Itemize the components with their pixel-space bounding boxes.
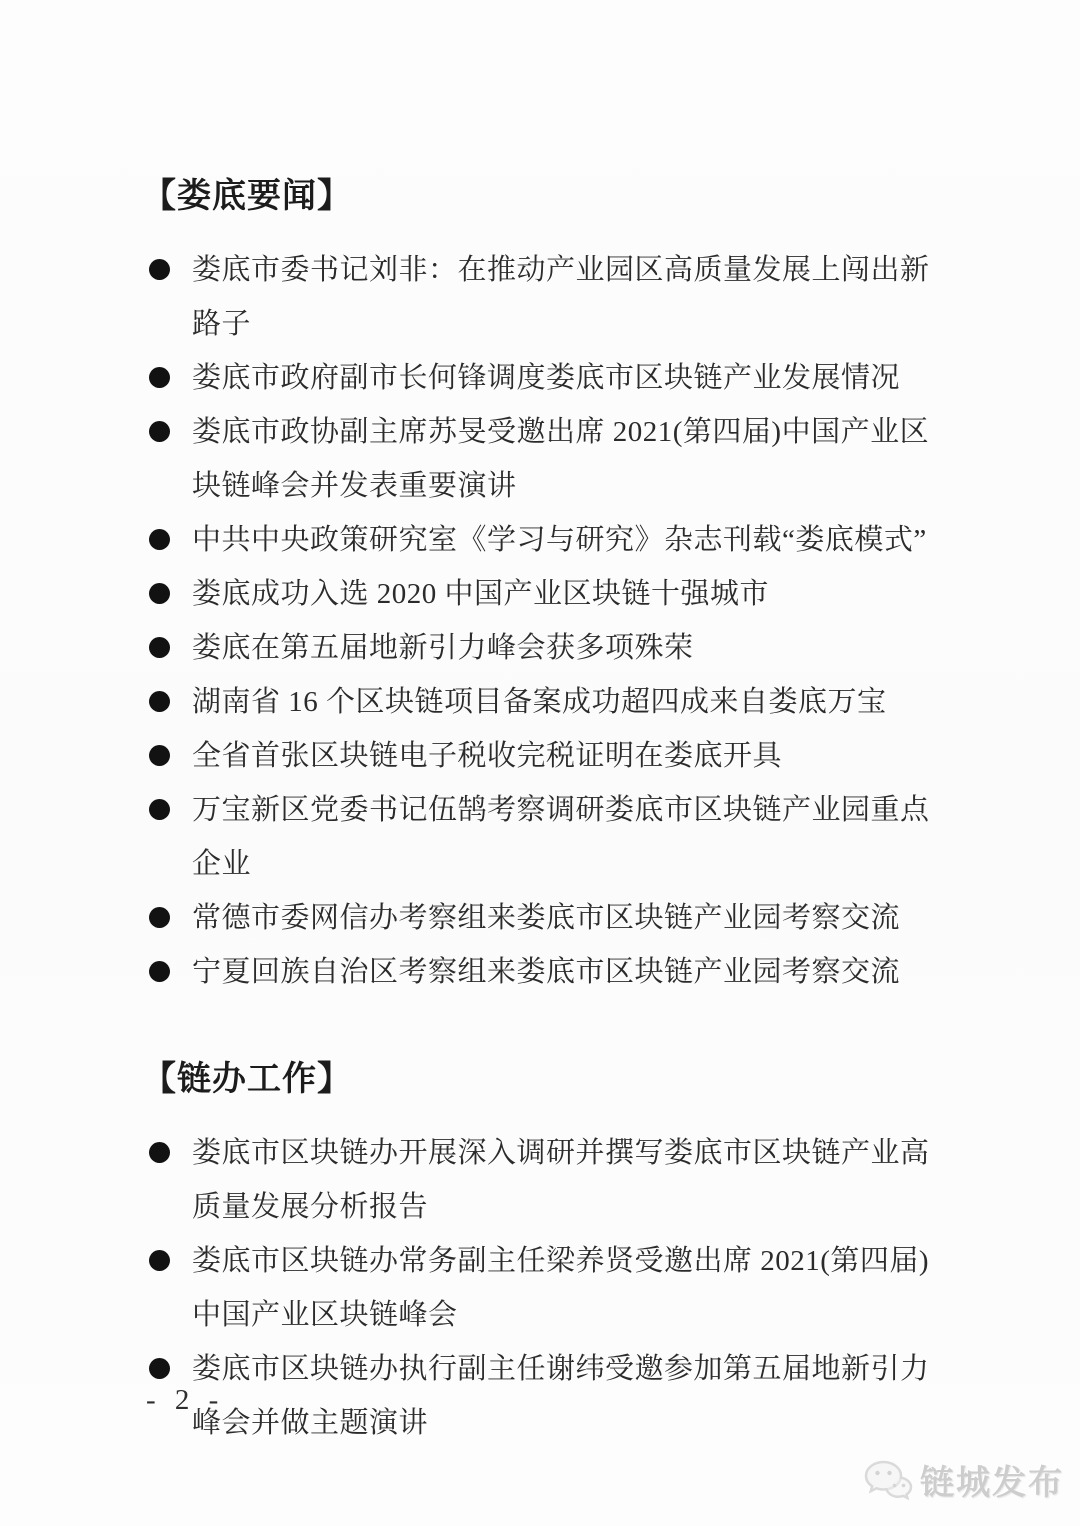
headline-text: 娄底市政协副主席苏旻受邀出席 2021(第四届)中国产业区块链峰会并发表重要演讲 [192,416,930,502]
list-item [148,1234,948,1342]
list-item [148,513,948,567]
bullet-icon [149,907,170,928]
bullet-icon [149,421,170,442]
list-item [148,1126,948,1234]
bullet-icon [149,961,170,982]
wechat-logo-icon [862,1459,914,1501]
section-title-chain-office-work: 【链办工作】 [142,1060,352,1098]
list-item [148,405,948,513]
bullet-icon [149,1142,170,1163]
bullet-icon [149,259,170,280]
headline-text: 娄底市区块链办常务副主任梁养贤受邀出席 2021(第四届)中国产业区块链峰会 [192,1245,930,1331]
headline-text: 娄底成功入选 2020 中国产业区块链十强城市 [192,578,770,610]
list-item [148,783,948,891]
bullet-icon [149,745,170,766]
headline-text: 全省首张区块链电子税收完税证明在娄底开具 [192,740,783,772]
list-item [148,891,948,945]
bullet-icon [149,529,170,550]
headline-text: 娄底在第五届地新引力峰会获多项殊荣 [192,632,694,664]
headline-text: 万宝新区党委书记伍鹄考察调研娄底市区块链产业园重点企业 [192,794,930,880]
section-chain-office-work [142,1051,948,1450]
list-item [148,945,948,999]
bullet-icon [149,637,170,658]
watermark-label: 链城发布 [920,1464,1064,1502]
bullet-icon [149,583,170,604]
bullet-icon [149,1358,170,1379]
list-item [148,1342,948,1450]
section-loudi-news [142,168,948,999]
headline-text: 娄底市委书记刘非：在推动产业园区高质量发展上闯出新路子 [192,254,930,340]
list-item [148,567,948,621]
headline-text: 湖南省 16 个区块链项目备案成功超四成来自娄底万宝 [192,686,887,718]
bullet-icon [149,1250,170,1271]
headline-text: 娄底市区块链办开展深入调研并撰写娄底市区块链产业高质量发展分析报告 [192,1137,930,1223]
headline-text: 娄底市政府副市长何锋调度娄底市区块链产业发展情况 [192,362,901,394]
bullet-icon [149,691,170,712]
headline-text: 宁夏回族自治区考察组来娄底市区块链产业园考察交流 [192,956,901,988]
headline-text: 常德市委网信办考察组来娄底市区块链产业园考察交流 [192,902,901,934]
bullet-icon [149,367,170,388]
watermark [862,1455,1064,1504]
headline-list-chain-office-work [148,1126,948,1450]
headline-list-loudi-news [148,243,948,999]
list-item [148,621,948,675]
headline-text: 中共中央政策研究室《学习与研究》杂志刊载“娄底模式” [192,524,927,556]
headline-text: 娄底市区块链办执行副主任谢纬受邀参加第五届地新引力峰会并做主题演讲 [192,1353,930,1439]
list-item [148,351,948,405]
section-title-loudi-news: 【娄底要闻】 [142,177,352,215]
list-item [148,675,948,729]
list-item [148,729,948,783]
list-item [148,243,948,351]
page-number: - 2 - [146,1384,225,1416]
bullet-icon [149,799,170,820]
